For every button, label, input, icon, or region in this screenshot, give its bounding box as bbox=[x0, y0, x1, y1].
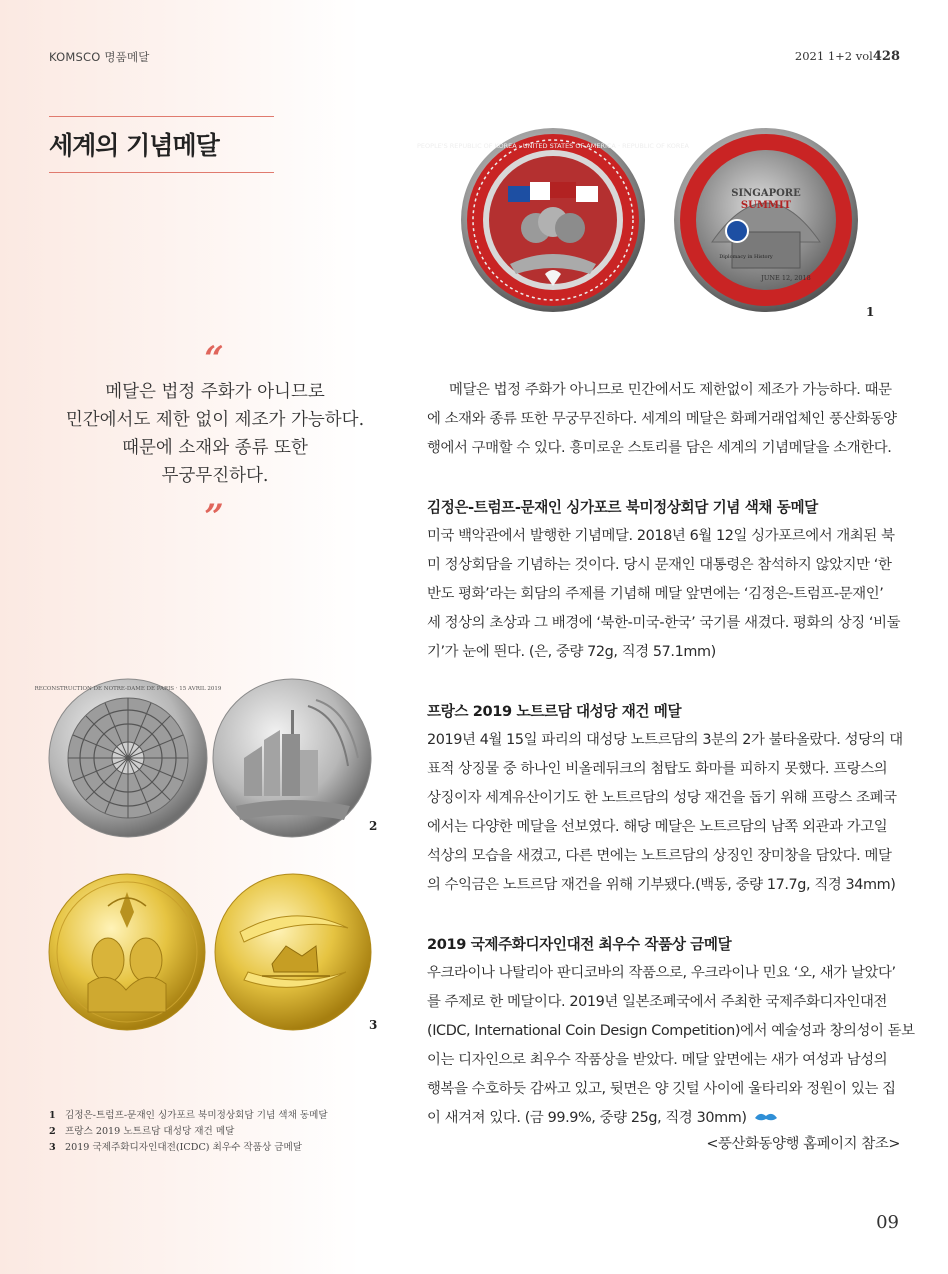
issue-number: 1+2 bbox=[827, 49, 853, 63]
caption-text: 2019 국제주화디자인대전(ICDC) 최우수 작품상 금메달 bbox=[65, 1142, 303, 1153]
end-mark-icon bbox=[754, 1109, 778, 1123]
article-2-body bbox=[427, 726, 902, 900]
summit-medal-back bbox=[674, 128, 858, 312]
article-line: 의 수익금은 노트르담 재건을 위해 기부됐다.(백동, 중량 17.7g, 직경 34mm) bbox=[427, 877, 896, 893]
intro-line: 행에서 구매할 수 있다. 흥미로운 스토리를 담은 세계의 기념메달을 소개한다. bbox=[427, 440, 892, 456]
article-line: 이는 디자인으로 최우수 작품상을 받았다. 메달 앞면에는 새가 여성과 남성의 bbox=[427, 1052, 888, 1068]
volume-number: 428 bbox=[872, 49, 900, 64]
article-line: 미국 백악관에서 발행한 기념메달. 2018년 6월 12일 싱가포르에서 개최된 북 bbox=[427, 528, 895, 544]
medal2-date: JUNE 12, 2018 bbox=[761, 274, 811, 282]
article-line: 미 정상회담을 기념하는 것이다. 당시 문재인 대통령은 참석하지 않았지만 ‘한 bbox=[427, 557, 892, 573]
section-title: 세계의 기념메달 bbox=[49, 131, 219, 160]
gold-medal-front bbox=[49, 874, 205, 1030]
figure-number-3: 3 bbox=[369, 1018, 378, 1032]
pull-quote-line: 메달은 법정 주화가 아니므로 bbox=[105, 382, 325, 402]
caption-text: 김정은-트럼프-문재인 싱가포르 북미정상회담 기념 색채 동메달 bbox=[65, 1110, 328, 1121]
article-line: 우크라이나 나탈리아 판디코바의 작품으로, 우크라이나 민요 ‘오, 새가 날았다’ bbox=[427, 965, 896, 981]
page-number: 09 bbox=[876, 1212, 899, 1233]
pull-quote bbox=[60, 378, 370, 490]
icdc-gold-medal-image bbox=[48, 872, 374, 1032]
article-1-body bbox=[427, 522, 902, 667]
title-rule-top bbox=[49, 116, 274, 117]
article-line: 기’가 눈에 띈다. (은, 중량 72g, 직경 57.1mm) bbox=[427, 644, 716, 660]
source-note: <풍산화동양행 홈페이지 참조> bbox=[706, 1136, 900, 1152]
medal3-ring-text: RECONSTRUCTION DE NOTRE-DAME DE PARIS · 15 AVRIL 2019 bbox=[34, 686, 222, 692]
magazine-section-label: KOMSCO 명품메달 bbox=[49, 50, 150, 64]
summit-medal-front bbox=[417, 128, 690, 312]
intro-line: 에 소재와 종류 또한 무궁무진하다. 세계의 메달은 화폐거래업체인 풍산화동양 bbox=[427, 411, 897, 427]
article-line: 석상의 모습을 새겼고, 다른 면에는 노트르담의 상징인 장미창을 담았다. 메달 bbox=[427, 848, 892, 864]
article-2-title: 프랑스 2019 노트르담 대성당 재건 메달 bbox=[427, 703, 682, 720]
issue-year: 2021 bbox=[794, 49, 825, 63]
article-line: 표적 상징물 중 하나인 비올레뒤크의 첨탑도 화마를 피하지 못했다. 프랑스의 bbox=[427, 761, 888, 777]
article-line: 를 주제로 한 메달이다. 2019년 일본조폐국에서 주최한 국제주화디자인대전 bbox=[427, 994, 887, 1010]
volume-label: vol bbox=[855, 49, 873, 63]
article-line bbox=[427, 1104, 902, 1133]
quote-close-mark: ” bbox=[204, 497, 224, 537]
pull-quote-line: 민간에서도 제한 없이 제조가 가능하다. bbox=[65, 410, 365, 430]
figure-captions bbox=[49, 1108, 328, 1156]
notre-dame-medal-rose-side bbox=[35, 679, 222, 837]
caption-item bbox=[49, 1108, 328, 1124]
medal2-title-1: SINGAPORE bbox=[731, 188, 801, 199]
article-line: 2019년 4월 15일 파리의 대성당 노트르담의 3분의 2가 불타올랐다. 성당의 대 bbox=[427, 732, 903, 748]
medal1-ring-text: PEOPLE'S REPUBLIC OF KOREA · UNITED STATES OF AMERICA · REPUBLIC OF KOREA bbox=[417, 142, 689, 150]
article-line: 세 정상의 초상과 그 배경에 ‘북한-미국-한국’ 국기를 새겼다. 평화의 상징 ‘비둘 bbox=[427, 615, 901, 631]
article-last-line: 이 새겨져 있다. (금 99.9%, 중량 25g, 직경 30mm) bbox=[427, 1110, 747, 1126]
article-line: 상징이자 세계유산이기도 한 노트르담의 성당 재건을 돕기 위해 프랑스 조폐국 bbox=[427, 790, 897, 806]
intro-line: 메달은 법정 주화가 아니므로 민간에서도 제한없이 제조가 가능하다. 때문 bbox=[449, 382, 892, 398]
article-3-title: 2019 국제주화디자인대전 최우수 작품상 금메달 bbox=[427, 936, 732, 953]
notre-dame-medal-image bbox=[34, 676, 374, 842]
medal2-title-2: SUMMIT bbox=[740, 200, 792, 211]
caption-text: 프랑스 2019 노트르담 대성당 재건 메달 bbox=[65, 1126, 235, 1137]
article-line: 에서는 다양한 메달을 선보였다. 해당 메달은 노트르담의 남쪽 외관과 가고일 bbox=[427, 819, 888, 835]
issue-info bbox=[795, 49, 900, 64]
title-rule-bottom bbox=[49, 172, 274, 173]
figure-number-1: 1 bbox=[866, 305, 875, 319]
gold-medal-back bbox=[215, 874, 371, 1030]
figure-number-2: 2 bbox=[369, 819, 378, 833]
caption-item bbox=[49, 1140, 328, 1156]
article-1-title: 김정은-트럼프-문재인 싱가포르 북미정상회담 기념 색채 동메달 bbox=[427, 499, 818, 516]
pull-quote-line: 때문에 소재와 종류 또한 bbox=[122, 438, 308, 458]
caption-number: 1 bbox=[49, 1110, 56, 1121]
article-line: 반도 평화’라는 회담의 주제를 기념해 메달 앞면에는 ‘김정은-트럼프-문재인’ bbox=[427, 586, 884, 602]
article-3-body bbox=[427, 959, 915, 1133]
caption-number: 2 bbox=[49, 1126, 56, 1137]
singapore-summit-medal-image bbox=[417, 124, 870, 320]
article-line: 행복을 수호하듯 감싸고 있고, 뒷면은 양 깃털 사이에 울타리와 정원이 있는 집 bbox=[427, 1081, 896, 1097]
quote-open-mark: “ bbox=[204, 339, 224, 379]
pull-quote-line: 무궁무진하다. bbox=[161, 466, 269, 486]
article-line: (ICDC, International Coin Design Competition)에서 예술성과 창의성이 돋보 bbox=[427, 1023, 915, 1039]
caption-item bbox=[49, 1124, 328, 1140]
medal2-banner: Diplomacy in History bbox=[719, 254, 773, 260]
intro-paragraph bbox=[427, 376, 902, 463]
notre-dame-medal-cathedral-side bbox=[213, 679, 371, 837]
caption-number: 3 bbox=[49, 1142, 56, 1153]
